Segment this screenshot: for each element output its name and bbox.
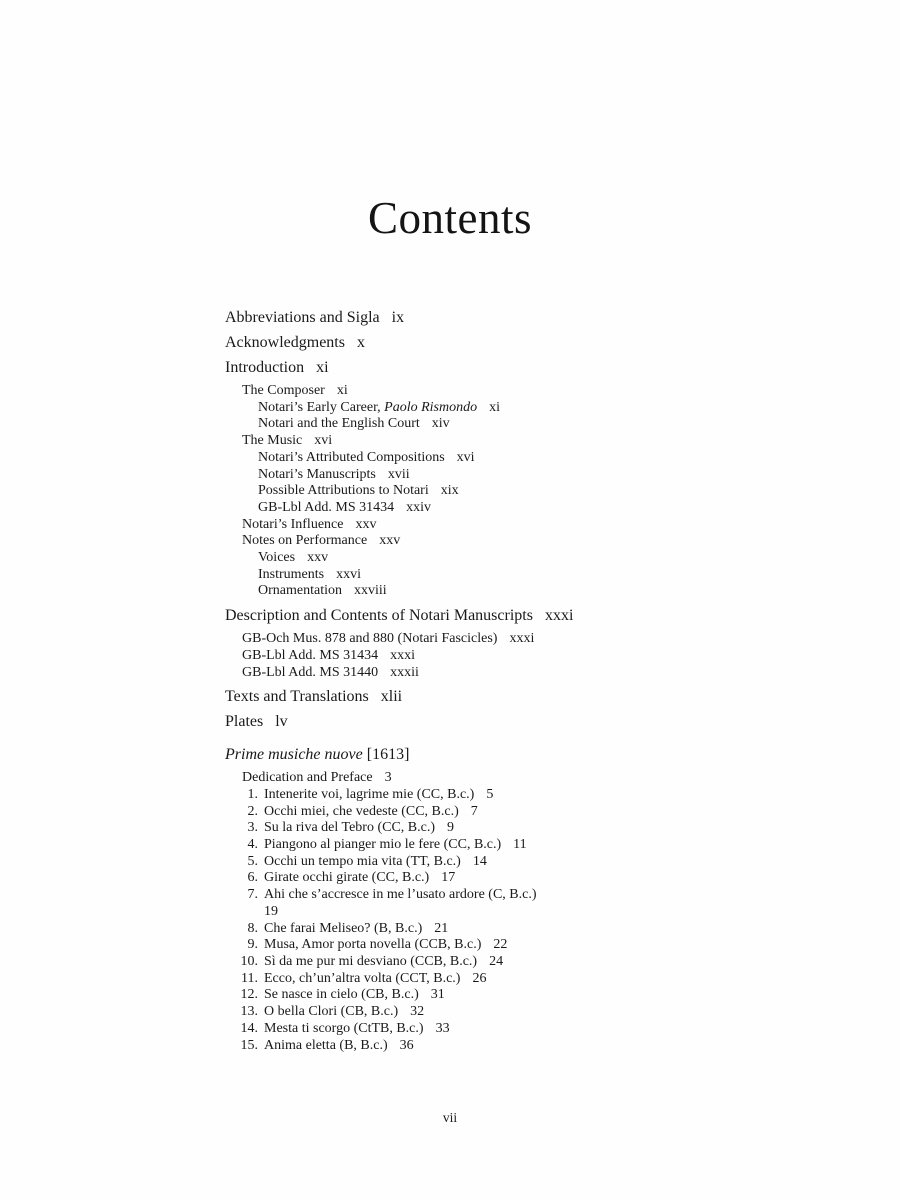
entry-label: Notari’s Attributed Compositions [258,449,445,465]
toc-entry [225,870,615,887]
entry-page-number: xxxii [390,664,419,680]
entry-label: Texts and Translations [225,688,369,706]
entry-page-number: xxxi [509,631,535,647]
entry-label: Girate occhi girate (CC, B.c.) [264,870,430,886]
toc-entry [225,745,615,764]
entry-text [264,937,507,954]
entry-label: GB-Lbl Add. MS 31434 [242,647,379,663]
entry-number: 12. [240,987,258,1003]
toc-entry [225,820,615,837]
entry-label: Occhi un tempo mia vita (TT, B.c.) [264,853,461,869]
entry-page-number: 3 [384,770,392,786]
toc-entry [225,854,615,871]
toc-entry [225,770,615,787]
entry-page-number: lv [275,713,288,731]
entry-text [264,870,455,887]
entry-page-number: xvi [456,449,475,465]
entry-text [264,971,486,988]
entry-text [264,887,537,920]
entry-number: 2. [247,803,258,819]
entry-page-number: xi [336,383,348,398]
entry-label: Notari’s Early Career, [258,399,385,415]
toc-list [225,302,615,1054]
entry-label: Ornamentation [258,583,342,599]
entry-page-number: 11 [513,837,527,853]
toc-entry [225,500,615,517]
entry-page-number: xxv [379,533,401,549]
entry-label: Possible Attributions to Notari [258,483,429,499]
entry-text [264,954,503,971]
toc-entry [225,358,615,377]
entry-label: Notari’s Influence [242,516,344,532]
entry-label: Dedication and Preface [242,770,373,786]
entry-label-italic: Paolo Rismondo [384,399,478,415]
toc-entry [225,433,615,450]
entry-label: Anima eletta (B, B.c.) [264,1037,388,1053]
entry-label: Intenerite voi, lagrime mie (CC, B.c.) [264,786,475,802]
toc-entry [225,665,615,682]
entry-page-number: 26 [472,970,487,986]
entry-label: Musa, Amor porta novella (CCB, B.c.) [264,937,482,953]
entry-label: Description and Contents of Notari Manuscripts [225,607,533,625]
entry-page-number: xxxi [390,647,416,663]
toc-entry [225,383,615,400]
entry-number: 3. [247,820,258,836]
entry-page-number: xxxi [544,607,574,625]
toc-entry [225,837,615,854]
entry-label: GB-Lbl Add. MS 31440 [242,664,379,680]
entry-page-number: 7 [470,803,478,819]
toc-entry [225,648,615,665]
entry-label: Introduction [225,359,305,376]
entry-text [264,921,448,938]
entry-number: 9. [247,937,258,953]
toc-entry [225,550,615,567]
entry-page-number: 19 [264,903,278,919]
entry-page-number: xxv [307,550,329,566]
entry-text [264,1038,414,1055]
entry-text [264,820,454,837]
toc-entry [225,1021,615,1038]
toc-entry [225,450,615,467]
toc-entry [225,483,615,500]
entry-page-number: xi [316,359,329,376]
entry-text [264,987,445,1004]
toc-entry [225,1004,615,1021]
entry-page-number: 36 [399,1037,414,1053]
toc-entry [225,687,615,706]
entry-page-number: ix [391,309,405,326]
entry-label: O bella Clori (CB, B.c.) [264,1004,399,1020]
entry-page-number: 33 [435,1020,450,1036]
entry-label: Che farai Meliseo? (B, B.c.) [264,920,423,936]
toc-entry [225,467,615,484]
entry-label: Occhi miei, che vedeste (CC, B.c.) [264,803,459,819]
folio-page-number: vii [442,1110,458,1125]
entry-label: Ecco, ch’un’altra volta (CCT, B.c.) [264,970,461,986]
entry-page-number: xxiv [406,499,432,515]
entry-page-number: 5 [486,786,494,802]
entry-number: 15. [240,1037,258,1053]
entry-page-number: xvii [387,466,410,482]
entry-label: [1613] [362,746,410,764]
toc-entry [225,333,615,352]
entry-page-number: 14 [472,853,487,869]
toc-entry [225,416,615,433]
entry-label: Mesta ti scorgo (CtTB, B.c.) [264,1020,424,1036]
entry-page-number: 32 [410,1004,425,1020]
toc-entry [225,1038,615,1055]
toc-entry [225,921,615,938]
entry-number: 10. [240,953,258,969]
entry-page-number: xiv [431,416,450,432]
entry-number: 1. [247,786,258,802]
entry-text [264,837,527,854]
entry-label: The Composer [242,383,325,398]
toc-entry [225,517,615,534]
entry-label: Su la riva del Tebro (CC, B.c.) [264,820,436,836]
entry-label: Abbreviations and Sigla [225,309,380,326]
entry-page-number: xvi [314,433,333,449]
entry-page-number: x [356,334,365,351]
entry-text [264,1021,450,1038]
entry-page-number: 22 [493,937,508,953]
entry-page-number: xxviii [353,583,387,599]
entry-number: 7. [247,887,258,903]
toc-entry [225,567,615,584]
entry-text [264,804,478,821]
entry-label: Notes on Performance [242,533,368,549]
entry-page-number: 17 [441,870,456,886]
entry-page-number: 21 [434,920,449,936]
entry-number: 6. [247,870,258,886]
entry-label: Instruments [258,566,325,582]
toc-entry [225,937,615,954]
entry-page-number: xi [489,399,501,415]
entry-page-number: 31 [430,987,445,1003]
toc-entry [225,583,615,600]
entry-label: Notari and the English Court [258,416,420,432]
toc-entry [225,787,615,804]
entry-label: Se nasce in cielo (CB, B.c.) [264,987,419,1003]
toc-entry [225,631,615,648]
entry-page-number: 9 [447,820,455,836]
toc-entry [225,971,615,988]
toc-entry [225,533,615,550]
entry-page-number: xix [440,483,459,499]
entry-number: 14. [240,1020,258,1036]
entry-label: Ahi che s’accresce in me l’usato ardore (C, B.c.) [264,887,537,903]
entry-label: Acknowledgments [225,334,345,351]
entry-label: Voices [258,550,296,566]
toc-entry [225,308,615,327]
entry-number: 13. [240,1004,258,1020]
entry-text [264,854,487,871]
toc-entry [225,712,615,731]
entry-label: GB-Och Mus. 878 and 880 (Notari Fascicles) [242,631,498,647]
entry-text [264,787,493,804]
page-title: Contents [367,193,532,243]
toc-entry [225,954,615,971]
toc-entry [225,400,615,417]
entry-label: The Music [242,433,303,449]
entry-label: Piangono al pianger mio le fere (CC, B.c.) [264,837,502,853]
toc-entry [225,804,615,821]
toc-entry [225,887,615,920]
entry-number: 5. [247,853,258,869]
entry-page-number: xxv [355,516,377,532]
entry-label-italic: Prime musiche nuove [225,746,363,764]
entry-page-number: xxvi [336,566,361,582]
entry-page-number: 24 [489,953,504,969]
toc-entry [225,987,615,1004]
entry-number: 11. [241,970,258,986]
entry-label: Plates [225,713,264,731]
entry-page-number: xlii [380,688,403,706]
entry-text [264,1004,424,1021]
entry-number: 8. [247,920,258,936]
toc-entry [225,606,615,625]
entry-label: GB-Lbl Add. MS 31434 [258,499,395,515]
entry-label: Notari’s Manuscripts [258,466,376,482]
entry-label: Sì da me pur mi desviano (CCB, B.c.) [264,953,478,969]
entry-number: 4. [247,837,258,853]
